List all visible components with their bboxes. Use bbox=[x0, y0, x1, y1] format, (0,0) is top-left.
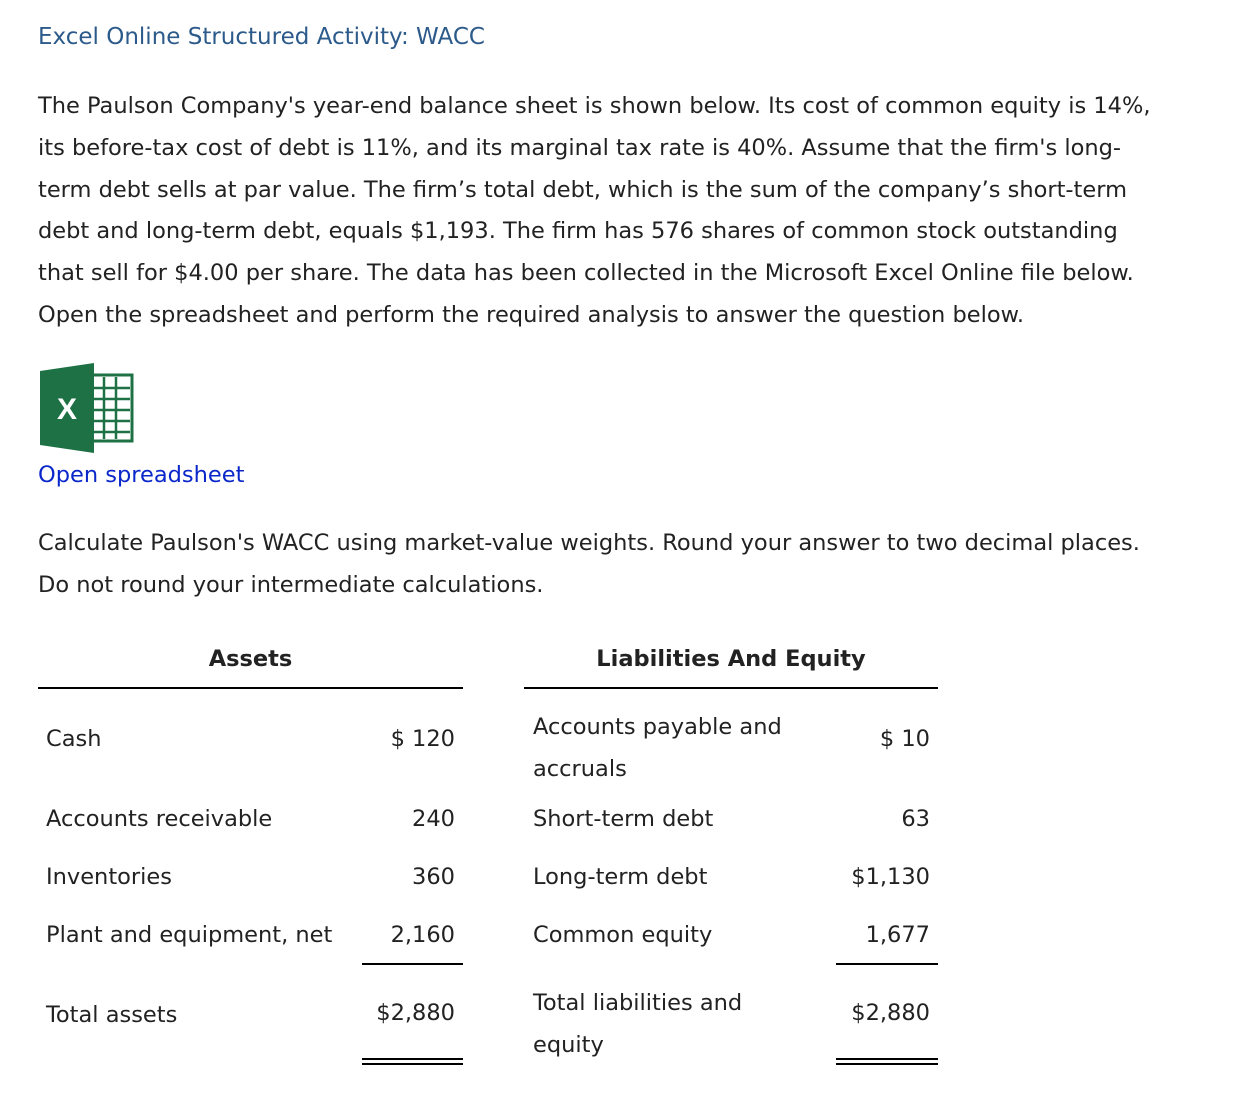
total-assets-label: Total assets bbox=[46, 1002, 178, 1028]
liability-value-common-equity: 1,677 bbox=[865, 922, 930, 948]
liability-label-payables-line2: accruals bbox=[533, 756, 627, 782]
total-assets-value: $2,880 bbox=[376, 1000, 455, 1026]
liabilities-header: Liabilities And Equity bbox=[596, 646, 866, 672]
asset-value-plant: 2,160 bbox=[390, 922, 455, 948]
liability-value-payables: $ 10 bbox=[879, 726, 930, 752]
liabilities-subtotal-rule bbox=[836, 963, 938, 965]
open-spreadsheet-link[interactable]: Open spreadsheet bbox=[38, 462, 245, 488]
description-line: The Paulson Company's year-end balance sheet is shown below. Its cost of common equity is 14%, bbox=[38, 93, 1151, 119]
asset-value-receivables: 240 bbox=[412, 806, 455, 832]
liability-value-short-term-debt: 63 bbox=[901, 806, 930, 832]
asset-value-inventories: 360 bbox=[412, 864, 455, 890]
liabilities-header-rule bbox=[524, 687, 938, 689]
assets-total-double-rule bbox=[362, 1058, 463, 1065]
excel-icon[interactable] bbox=[40, 363, 136, 453]
description-line: its before-tax cost of debt is 11%, and its marginal tax rate is 40%. Assume that the firm's long- bbox=[38, 134, 1122, 161]
description-line: that sell for $4.00 per share. The data has been collected in the Microsoft Excel Online file below. bbox=[38, 260, 1134, 287]
problem-description bbox=[38, 86, 1253, 337]
liability-label-payables-line1: Accounts payable and bbox=[533, 714, 782, 740]
liabilities-total-double-rule bbox=[836, 1058, 938, 1065]
question-line: Calculate Paulson's WACC using market-value weights. Round your answer to two decimal places. bbox=[38, 530, 1140, 556]
asset-label-receivables: Accounts receivable bbox=[46, 806, 273, 832]
assets-header-rule bbox=[38, 687, 463, 689]
liability-label-long-term-debt: Long-term debt bbox=[533, 864, 708, 890]
description-line: debt and long-term debt, equals $1,193. The firm has 576 shares of common stock outstanding bbox=[38, 218, 1118, 245]
total-liabilities-label-line2: equity bbox=[533, 1032, 604, 1058]
liability-label-short-term-debt: Short-term debt bbox=[533, 806, 714, 832]
question-text bbox=[38, 523, 1140, 607]
asset-value-cash: $ 120 bbox=[390, 726, 455, 752]
liability-label-payables bbox=[533, 706, 782, 790]
asset-label-plant: Plant and equipment, net bbox=[46, 922, 333, 948]
asset-label-inventories: Inventories bbox=[46, 864, 172, 890]
description-line: term debt sells at par value. The firm’s total debt, which is the sum of the company’s short-term bbox=[38, 176, 1127, 203]
asset-label-cash: Cash bbox=[46, 726, 102, 752]
description-line: Open the spreadsheet and perform the required analysis to answer the question below. bbox=[38, 301, 1025, 328]
total-liabilities-label bbox=[533, 982, 742, 1066]
total-liabilities-value: $2,880 bbox=[851, 1000, 930, 1026]
assets-subtotal-rule bbox=[362, 963, 463, 965]
page-title: Excel Online Structured Activity: WACC bbox=[38, 24, 485, 50]
liability-value-long-term-debt: $1,130 bbox=[851, 864, 930, 890]
total-liabilities-label-line1: Total liabilities and bbox=[533, 990, 743, 1016]
excel-icon-letter: X bbox=[56, 393, 78, 426]
question-line: Do not round your intermediate calculations. bbox=[38, 571, 544, 598]
assets-header: Assets bbox=[208, 646, 293, 672]
liability-label-common-equity: Common equity bbox=[533, 922, 713, 948]
